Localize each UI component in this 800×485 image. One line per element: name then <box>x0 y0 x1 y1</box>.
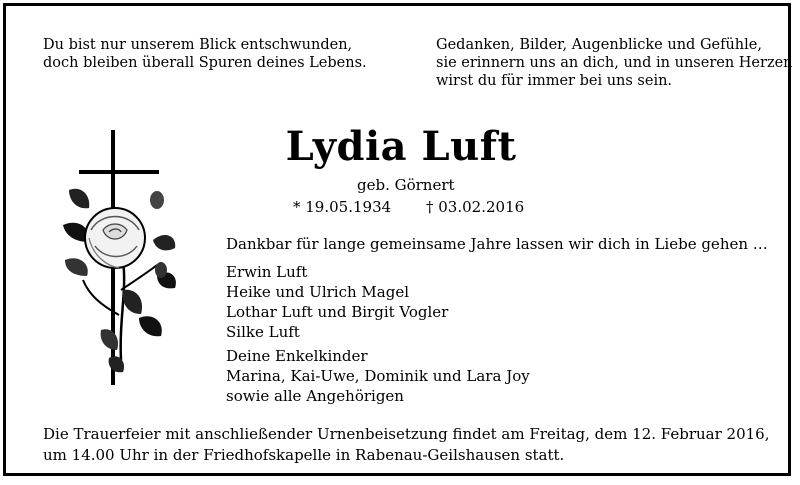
family-member: Lothar Luft und Birgit Vogler <box>226 303 449 321</box>
poem-line: doch bleiben überall Spuren deines Lebens. <box>43 55 367 71</box>
poem-line: Du bist nur unserem Blick entschwunden, <box>43 37 353 53</box>
family-member: Marina, Kai-Uwe, Dominik und Lara Joy <box>226 367 530 385</box>
maiden-name: geb. Görnert <box>357 176 455 194</box>
funeral-line: um 14.00 Uhr in der Friedhofskapelle in Rabenau-Geilshausen statt. <box>43 446 565 464</box>
family-member: Deine Enkelkinder <box>226 347 368 365</box>
poem-right <box>436 36 793 90</box>
grandchildren-list <box>226 346 530 406</box>
family-member: sowie alle Angehörigen <box>226 387 404 405</box>
poem-line: sie erinnern uns an dich, und in unseren Herzen <box>436 55 793 71</box>
poem-line: wirst du für immer bei uns sein. <box>436 73 673 89</box>
family-member: Heike und Ulrich Magel <box>226 283 409 301</box>
birth-date: * 19.05.1934 <box>293 198 392 216</box>
poem-line: Gedanken, Bilder, Augenblicke und Gefühle, <box>436 37 762 53</box>
family-member: Erwin Luft <box>226 263 308 281</box>
cross-rose-icon <box>61 130 181 390</box>
funeral-info <box>43 424 770 466</box>
family-member: Silke Luft <box>226 323 300 341</box>
poem-left <box>43 36 367 72</box>
family-list <box>226 262 448 342</box>
obituary-notice <box>3 3 791 476</box>
death-date: † 03.02.2016 <box>426 198 525 216</box>
deceased-name: Lydia Luft <box>285 123 517 170</box>
gratitude-text: Dankbar für lange gemeinsame Jahre lassen wir dich in Liebe gehen … <box>226 235 768 253</box>
funeral-line: Die Trauerfeier mit anschließender Urnenbeisetzung findet am Freitag, dem 12. Februar 2016, <box>43 425 770 443</box>
